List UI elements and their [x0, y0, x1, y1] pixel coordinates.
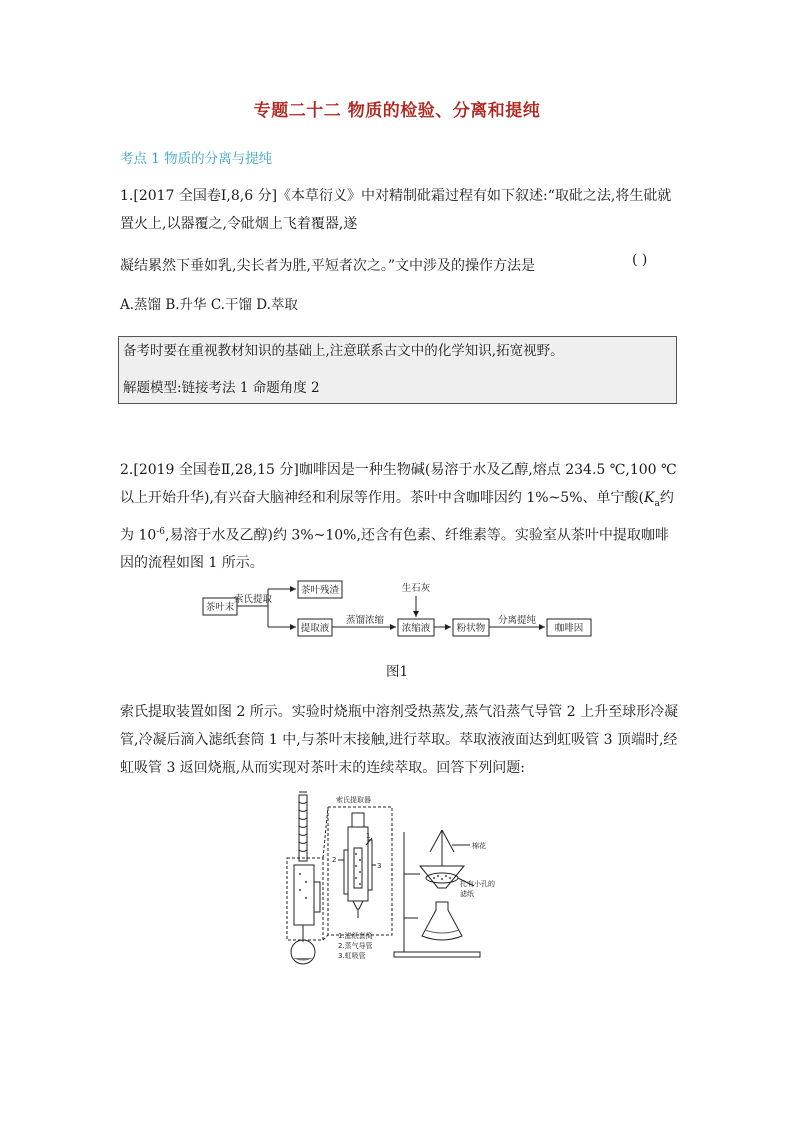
answer-blank: ( ): [632, 252, 648, 268]
question-2-stem: [120, 456, 680, 577]
label-cotton: 棉花: [472, 842, 486, 850]
model-link-text: 解题模型:链接考法 1 命题角度 2: [123, 380, 320, 396]
label-3: 3: [377, 862, 382, 870]
node-tea-powder: 茶叶末: [205, 602, 235, 613]
arrow-label-soxhlet: 索氏提取: [233, 594, 273, 605]
question-2-description: 索氏提取装置如图 2 所示。实验时烧瓶中溶剂受热蒸发,蒸气沿蒸气导管 2 上升至球形冷凝管,冷凝后滴入滤纸套筒 1 中,与茶叶末接触,进行萃取。萃取液液面达到虹吸管 3 顶端时,经虹吸管 3 返回烧瓶,从而实现对茶叶末的连续萃取。回答下列问题:: [120, 704, 679, 776]
page-title: 专题二十二 物质的检验、分离和提纯: [253, 101, 541, 121]
node-caffeine: 咖啡因: [554, 623, 584, 634]
legend-item-3: 3.虹吸管: [338, 952, 366, 960]
ka-subscript: a: [654, 498, 660, 509]
arrow-label-separation: 分离提纯: [497, 615, 537, 626]
q2-text-1: 2.[2019 全国卷Ⅱ,28,15 分]咖啡因是一种生物碱(易溶于水及乙醇,熔点 234.5 ℃,100 ℃以上开始升华),有兴奋大脑神经和利尿等作用。茶叶中含咖啡因约 1%~5%、单宁酸(: [120, 462, 677, 506]
ka-symbol: K: [643, 490, 655, 506]
legend-item-2: 2.蒸气导管: [338, 942, 373, 950]
section-heading: 考点 1 物质的分离与提纯: [120, 151, 273, 167]
q2-text-3: ,易溶于水及乙醇)约 3%~10%,还含有色素、纤维素等。实验室从茶叶中提取咖啡因的流程如图 1 所示。: [120, 527, 669, 572]
extractor-title: 索氏提取器: [336, 796, 371, 804]
question-1-stem: 1.[2017 全国卷Ⅰ,8,6 分]《本草衍义》中对精制砒霜过程有如下叙述:“取砒之法,将生砒就置火上,以器覆之,令砒烟上飞着覆器,遂: [120, 188, 672, 232]
tip-text: 备考时要在重视教材知识的基础上,注意联系古文中的化学知识,拓宽视野。: [123, 343, 564, 359]
node-powder: 粉状物: [456, 623, 486, 634]
tip-box: [118, 336, 677, 404]
label-1: 1: [366, 832, 371, 840]
figure-1-caption: 图1: [385, 664, 409, 680]
flowchart-figure-1: [195, 576, 605, 646]
legend-item-1: 1.滤纸套筒: [338, 932, 373, 940]
label-filter-line1: 扎有小孔的: [460, 880, 495, 888]
label-2: 2: [332, 856, 337, 864]
node-tea-residue: 茶叶残渣: [300, 585, 340, 596]
label-filter-line2: 滤纸: [460, 890, 474, 898]
arrow-label-distill: 蒸馏浓缩: [345, 615, 385, 626]
node-concentrate: 浓缩液: [401, 623, 431, 634]
node-extract: 提取液: [300, 623, 330, 634]
q2-text-2: 约为 10: [120, 490, 674, 544]
arrow-label-quicklime: 生石灰: [401, 583, 431, 594]
exponent: -6: [156, 526, 166, 537]
question-1-stem-continued: 凝结累然下垂如乳,尖长者为胜,平短者次之。”文中涉及的操作方法是: [120, 258, 536, 274]
soxhlet-apparatus-figure: [280, 790, 530, 970]
question-1-options: A.蒸馏 B.升华 C.干馏 D.萃取: [120, 297, 298, 313]
